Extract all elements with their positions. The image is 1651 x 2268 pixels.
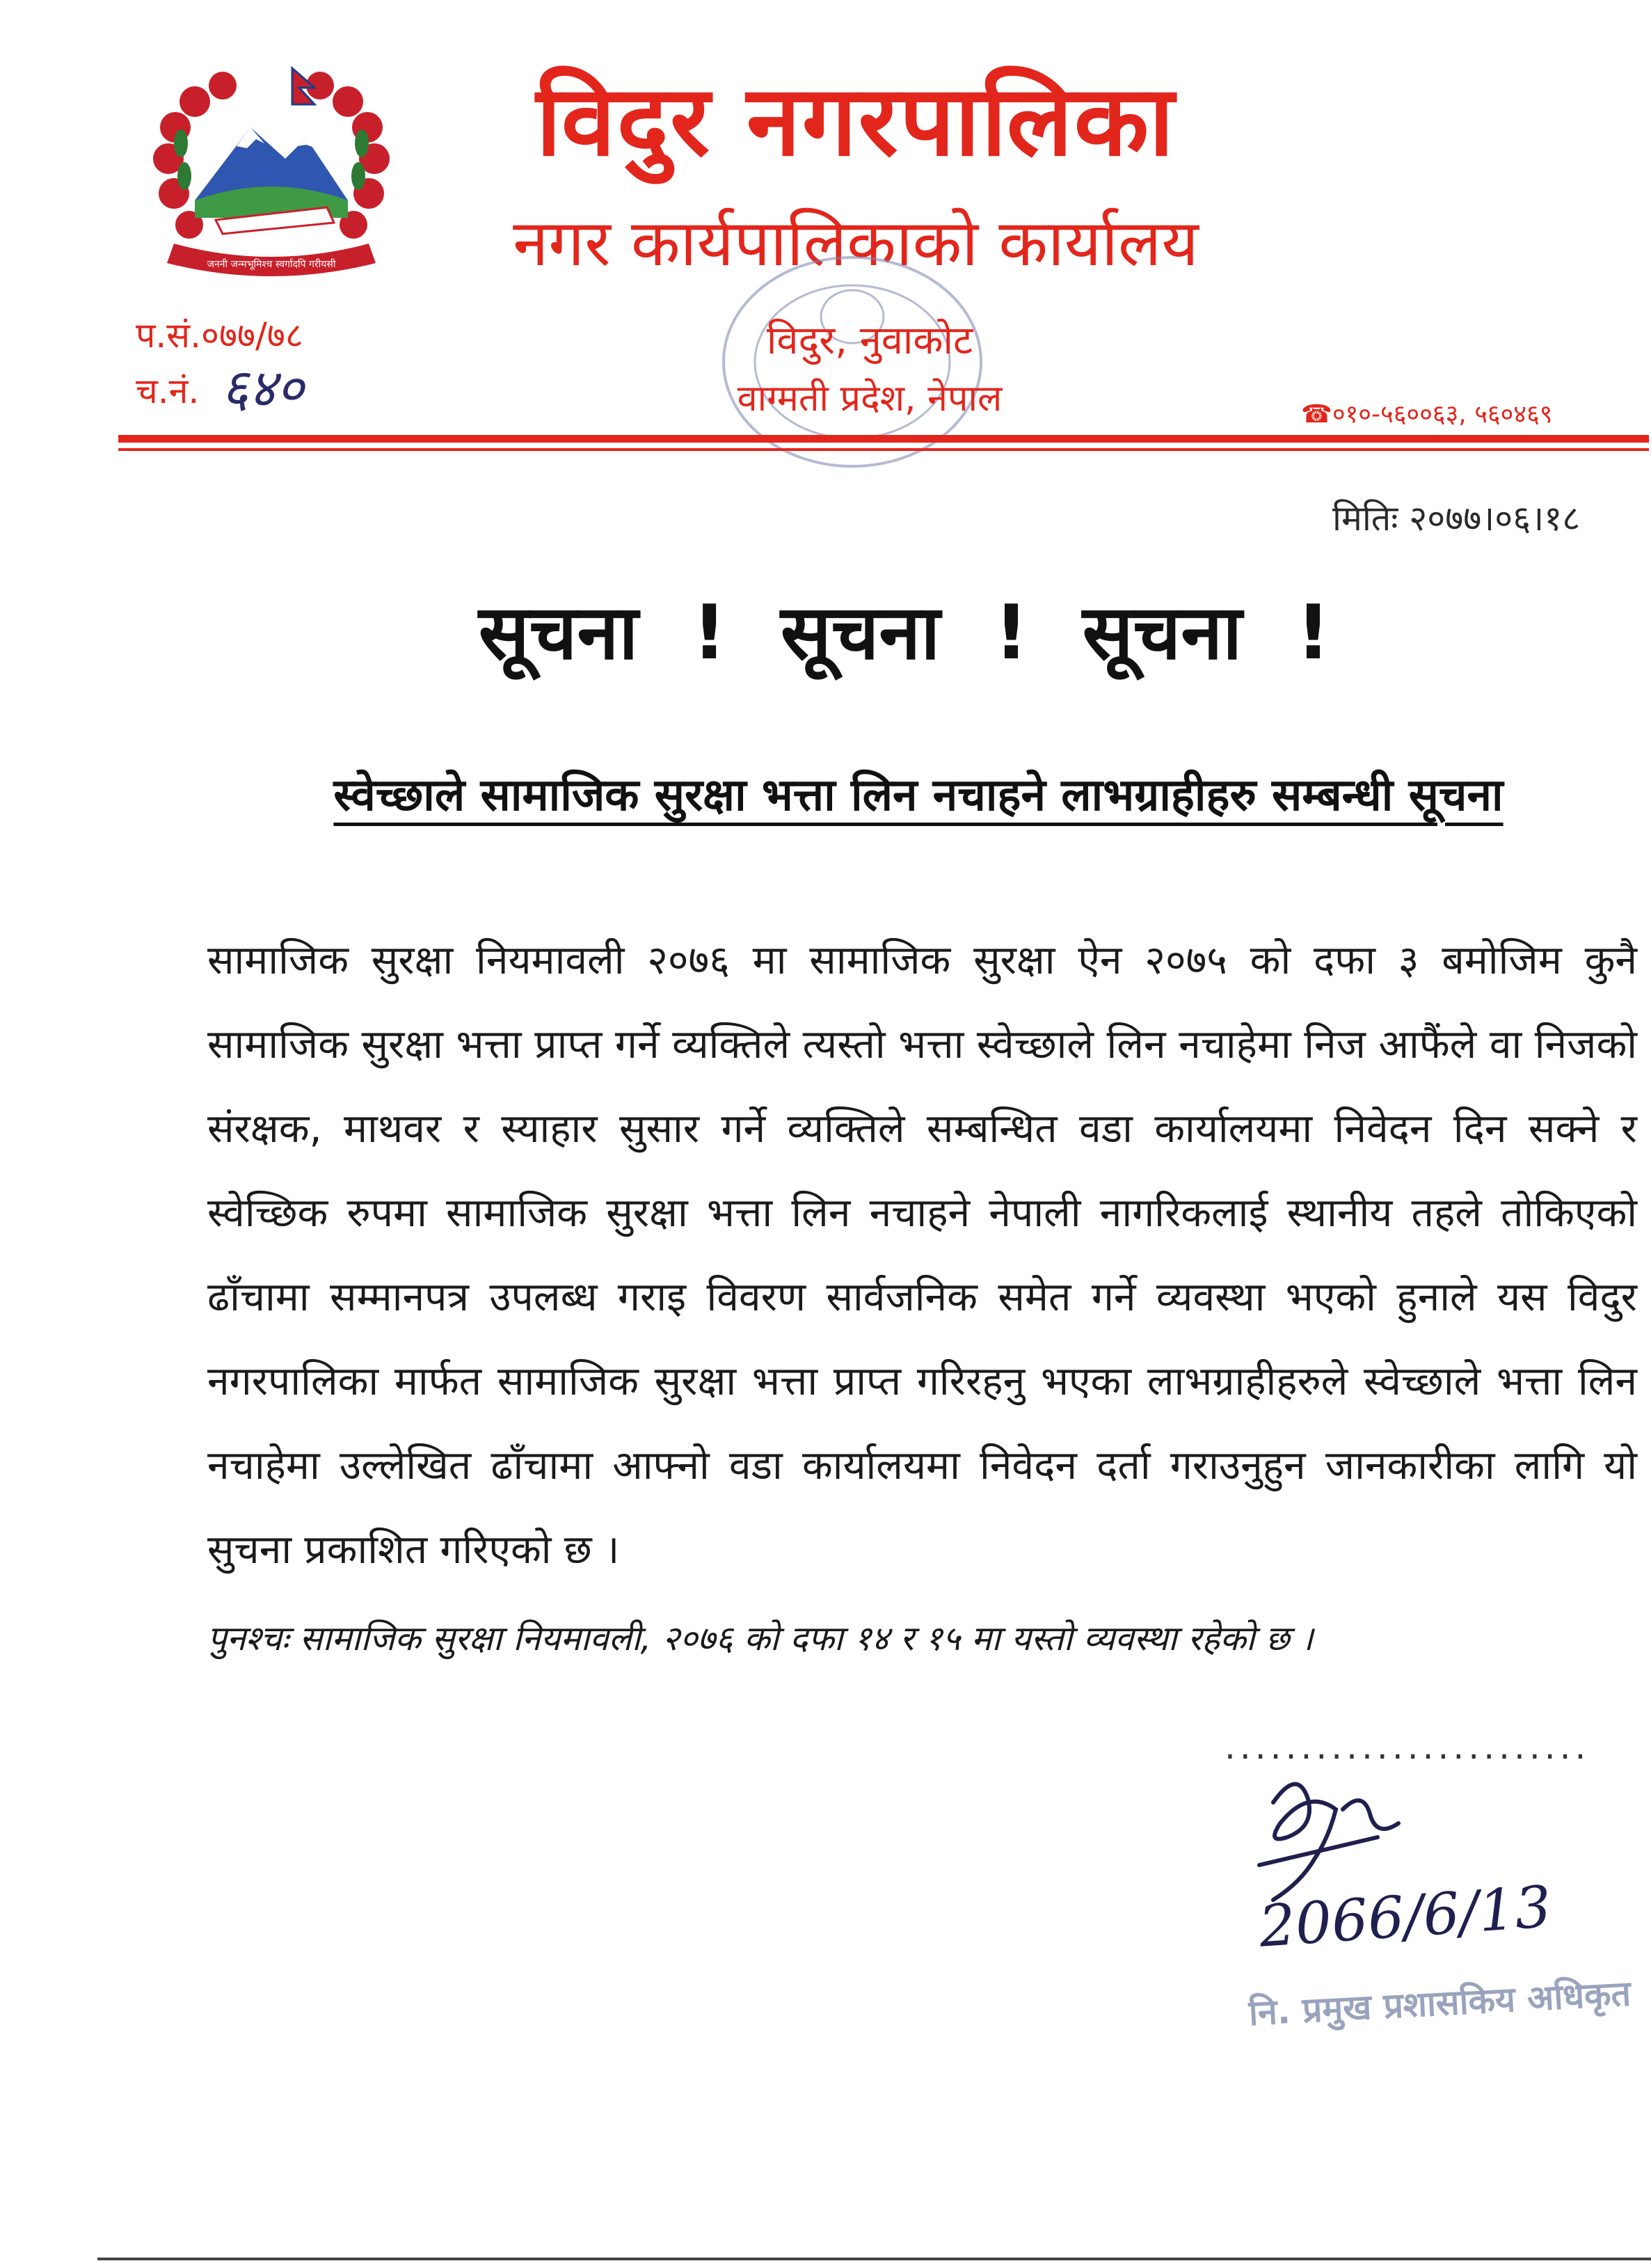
signature-date: 2066/6/13	[1257, 1873, 1554, 1960]
notice-body: सामाजिक सुरक्षा नियमावली २०७६ मा सामाजिक सुरक्षा ऐन २०७५ को दफा ३ बमोजिम कुनै सामाजिक सुरक्षा भत्ता प्राप्त गर्ने व्यक्तिले त्यस्तो भत्ता स्वेच्छाले लिन नचाहेमा निज आफैंले वा निजको संरक्षक, माथवर र स्याहार सुसार गर्ने व्यक्तिले सम्बन्धित वडा कार्यालयमा निवेदन दिन सक्ने र स्वेच्छिक रुपमा सामाजिक सुरक्षा भत्ता लिन नचाहने नेपाली नागरिकलाई स्थानीय तहले तोकिएको ढाँचामा सम्मानपत्र उपलब्ध गराइ विवरण सार्वजनिक समेत गर्ने व्यवस्था भएको हुनाले यस विदुर नगरपालिका मार्फत सामाजिक सुरक्षा भत्ता प्राप्त गरिरहनु भएका लाभग्राहीहरुले स्वेच्छाले भत्ता लिन नचाहेमा उल्लेखित ढाँचामा आफ्नो वडा कार्यालयमा निवेदन दर्ता गराउनुहुन जानकारीका लागि यो सुचना प्रकाशित गरिएको छ ।	[207, 937, 1637, 1573]
signatory-title: नि. प्रमुख प्रशासकिय अधिकृत	[1247, 1973, 1632, 2033]
dispatch-number-value: ६४०	[221, 357, 304, 419]
notice-date: मितिः २०७७।०६।१८	[1332, 498, 1581, 539]
reference-number: प.सं.०७७/७८	[136, 315, 303, 356]
notice-postscript: पुनश्चः सामाजिक सुरक्षा नियमावली, २०७६ को दफा १४ र १५ मा यस्तो व्यवस्था रहेको छ ।	[207, 1619, 1314, 1658]
notice-headline: सूचना ! सूचना ! सूचना !	[478, 589, 1331, 676]
header-divider-thin	[118, 448, 1649, 451]
footer-line	[97, 2258, 1651, 2260]
address: विदुर, नुवाकोट	[766, 318, 973, 363]
org-name: विदुर नगरपालिका	[536, 65, 1176, 178]
notice-subject: स्वेच्छाले सामाजिक सुरक्षा भत्ता लिन नचाहने लाभग्राहीहरु सम्बन्धी सूचना	[333, 770, 1504, 821]
phone-numbers: ☎०१०-५६००६३, ५६०४६९	[1301, 400, 1553, 429]
province: वाग्मती प्रदेश, नेपाल	[737, 378, 1003, 420]
emblem-motto: जननी जन्मभूमिश्च स्वर्गादपि गरीयसी	[207, 259, 336, 270]
office-name: नगर कार्यपालिकाको कार्यालय	[513, 206, 1199, 280]
header-divider	[118, 435, 1649, 443]
signature-line: ........................	[1225, 1727, 1590, 1767]
dispatch-number-label: च.नं.	[136, 371, 200, 411]
emblem-icon	[132, 61, 410, 291]
national-emblem	[132, 61, 410, 291]
